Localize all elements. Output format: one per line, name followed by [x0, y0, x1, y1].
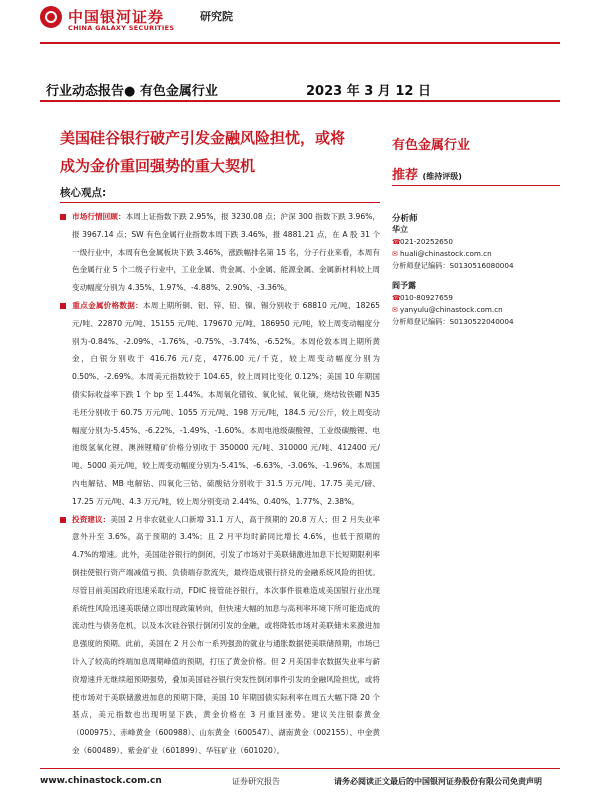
footer-disclaimer: 请务必阅读正文最后的中国银河证券股份有限公司免责声明: [334, 777, 542, 786]
report-type: 行业动态报告● 有色金属行业: [46, 84, 218, 99]
section-text: 美国 2 月非农就业人口新增 31.1 万人，高于预期的 20.8 万人；但 2 月失业率意外升至 3.6%，高于预期的 3.4%；且 2 月平均时薪同比增长 4.6%，也低于预期的 4.7%的增速。此外，美国硅谷银行的倒闭，引发了市场对于美联储激进加息下长短期限利率倒挂使银行资产端减值亏损、负债端存款流失，最终造成银行挤兑的金融系统风险的担忧。尽管目前美国政府迅速采取行动，FDIC 接管硅谷银行，本次事件很难造成美国银行业出现系统性风险迅速美联储立即出现政策转向，但快速大幅的加息与高利率环境下所可能造成的流动性与债务危机，以及本次硅谷银行倒闭引发的金融，或将降低市场对美联储未来激进加息强度的预期。此前，美国在 2 月公布一系列强劲的就业与通胀数据使美联储预期，市场已计入了较高的终端加息周期峰值的预期，打压了黄金价格。但 2 月美国非农数据失业率与薪资增速并无继续超预期强势，叠加美国硅谷银行突发性倒闭事件引发的金融风险担忧，或将使市场对于美联储激进加息的预期下降，美国 10 年期国债实际利率在周五大幅下降 20 个基点，美元指数也出现明显下跌，黄金价格在 3 月重回涨势。建议关注银泰黄金（000975）、赤峰黄金（600988）、山东黄金（600547）、湖南黄金（002155）、中金黄金（600489）、紫金矿业（601899）、华钰矿业（601020）。: [72, 514, 381, 755]
rating-value: 推荐: [392, 168, 419, 183]
analyst-phone-row: [392, 292, 562, 304]
email-icon: ✉: [392, 250, 398, 258]
analyst-card: [392, 224, 562, 272]
footer-report-label: 证券研究报告: [232, 777, 280, 786]
brand-name-cn: 中国银河证券: [68, 8, 165, 26]
phone-icon: ☎: [392, 294, 401, 302]
analyst-phone-row: [392, 236, 562, 248]
report-title: [60, 124, 370, 180]
section-text: 本周上证指数下跌 2.95%，报 3230.08 点；沪深 300 指数下跌 3.96%，报 3967.14 点；SW 有色金属行业指数本周下跌 3.46%，报 4881.21 点，在 A 股 31 个一级行业中，本周有色金属板块下跌 3.46%，涨跌幅排名第 15 名，分子行业来看，本周有色金属行业 5 个二级子行业中，工业金属、贵金属、小金属、能源金属、金属新材料较上周变动幅度分别为 4.35%、1.97%、-4.88%、2.90%、-3.36%。: [72, 212, 381, 293]
section-text: 本周上期所铜、铝、锌、铅、镍、锡分别收于 68810 元/吨、18265 元/吨、22870 元/吨、15155 元/吨、179670 元/吨、186950 元/吨，较上周变动幅度分别为-0.84%、-2.09%、-1.76%、-0.75%、-3.74%、-6.52%。本周伦敦本周上期所黄金，白银分别收于 416.76 元/克，4776.00 元/千克，较上周变动幅度分别为 0.50%、-2.69%。本周美元指数较于 104.65，较上周同比变化 0.12%；美国 10 年期国债实际收益率下跌 1 个 bp 至 1.44%。本周氧化镨钕、氧化铽、氧化镝，烧结钕铁硼 N35 毛坯分别收于 60.75 万元/吨、1055 万元/吨、198 万元/吨，184.5 元/公斤，较上周变动幅度分别为-5.45%、-6.22%、-1.49%、-1.60%。本周电池级碳酸锂、工业级碳酸锂、电池级氢氧化锂、澳洲锂精矿价格分别收于 350000 元/吨、310000 元/吨、412400 元/吨、5000 美元/吨，较上周变动幅度分别为-5.41%、-6.63%、-3.06%、-1.96%。本周国内电解钴、MB 电解钴、四氧化三钴、硫酸钴分别收于 31.5 万元/吨、17.75 美元/磅、17.25 万元/吨、4.3 万元/吨，较上周分别变动 2.44%、0.40%、1.77%、2.38%。: [72, 300, 381, 506]
analyst-email[interactable]: yanyulu@chinastock.com.cn: [400, 305, 503, 314]
footer-url[interactable]: www.chinastock.com.cn: [40, 776, 162, 786]
core-label: 核心观点:: [60, 187, 107, 199]
brand-logo-icon: [40, 6, 62, 28]
bullet-icon: [60, 303, 66, 309]
analyst-label: 分析师: [392, 214, 418, 224]
core-divider: [60, 202, 380, 203]
report-title-line1: 美国硅谷银行破产引发金融风险担忧，或将: [60, 129, 346, 147]
analyst-name: 华立: [392, 225, 408, 234]
phone-icon: ☎: [392, 238, 401, 246]
section-investment-advice: [60, 511, 380, 760]
footer-divider: [40, 768, 560, 769]
analyst-reg: 分析师登记编码：S0130516080004: [392, 261, 514, 270]
analyst-card: [392, 280, 562, 328]
analyst-phone: 021-20252650: [400, 237, 453, 246]
brand-name-en: CHINA GALAXY SECURITIES: [68, 24, 175, 32]
bullet-icon: [60, 517, 66, 523]
rating-note: (维持评级): [422, 172, 462, 181]
section-label: 市场行情回顾：: [72, 212, 126, 221]
institute-label: 研究院: [200, 10, 233, 23]
analyst-email-row: [392, 304, 562, 316]
analyst-phone: 010-80927659: [400, 293, 453, 302]
analyst-email[interactable]: huali@chinastock.com.cn: [400, 249, 492, 258]
sidebar-divider: [392, 185, 560, 186]
analyst-email-row: [392, 248, 562, 260]
analyst-reg: 分析师登记编码：S0130522040004: [392, 317, 514, 326]
section-label: 重点金属价格数据：: [72, 300, 143, 310]
sidebar-sector: 有色金属行业: [392, 138, 471, 153]
report-date: 2023 年 3 月 12 日: [306, 84, 431, 99]
section-label: 投资建议：: [72, 514, 111, 524]
header-divider: [40, 42, 560, 44]
sidebar-rating: [392, 164, 462, 183]
section-market-review: [60, 208, 380, 297]
report-body: [60, 208, 380, 760]
report-title-line2: 成为金价重回强势的重大契机: [60, 157, 256, 175]
bullet-icon: [60, 214, 66, 220]
subheader-divider: [40, 100, 560, 102]
section-metal-prices: [60, 297, 380, 511]
email-icon: ✉: [392, 306, 398, 314]
analyst-name: 阎予露: [392, 281, 416, 290]
